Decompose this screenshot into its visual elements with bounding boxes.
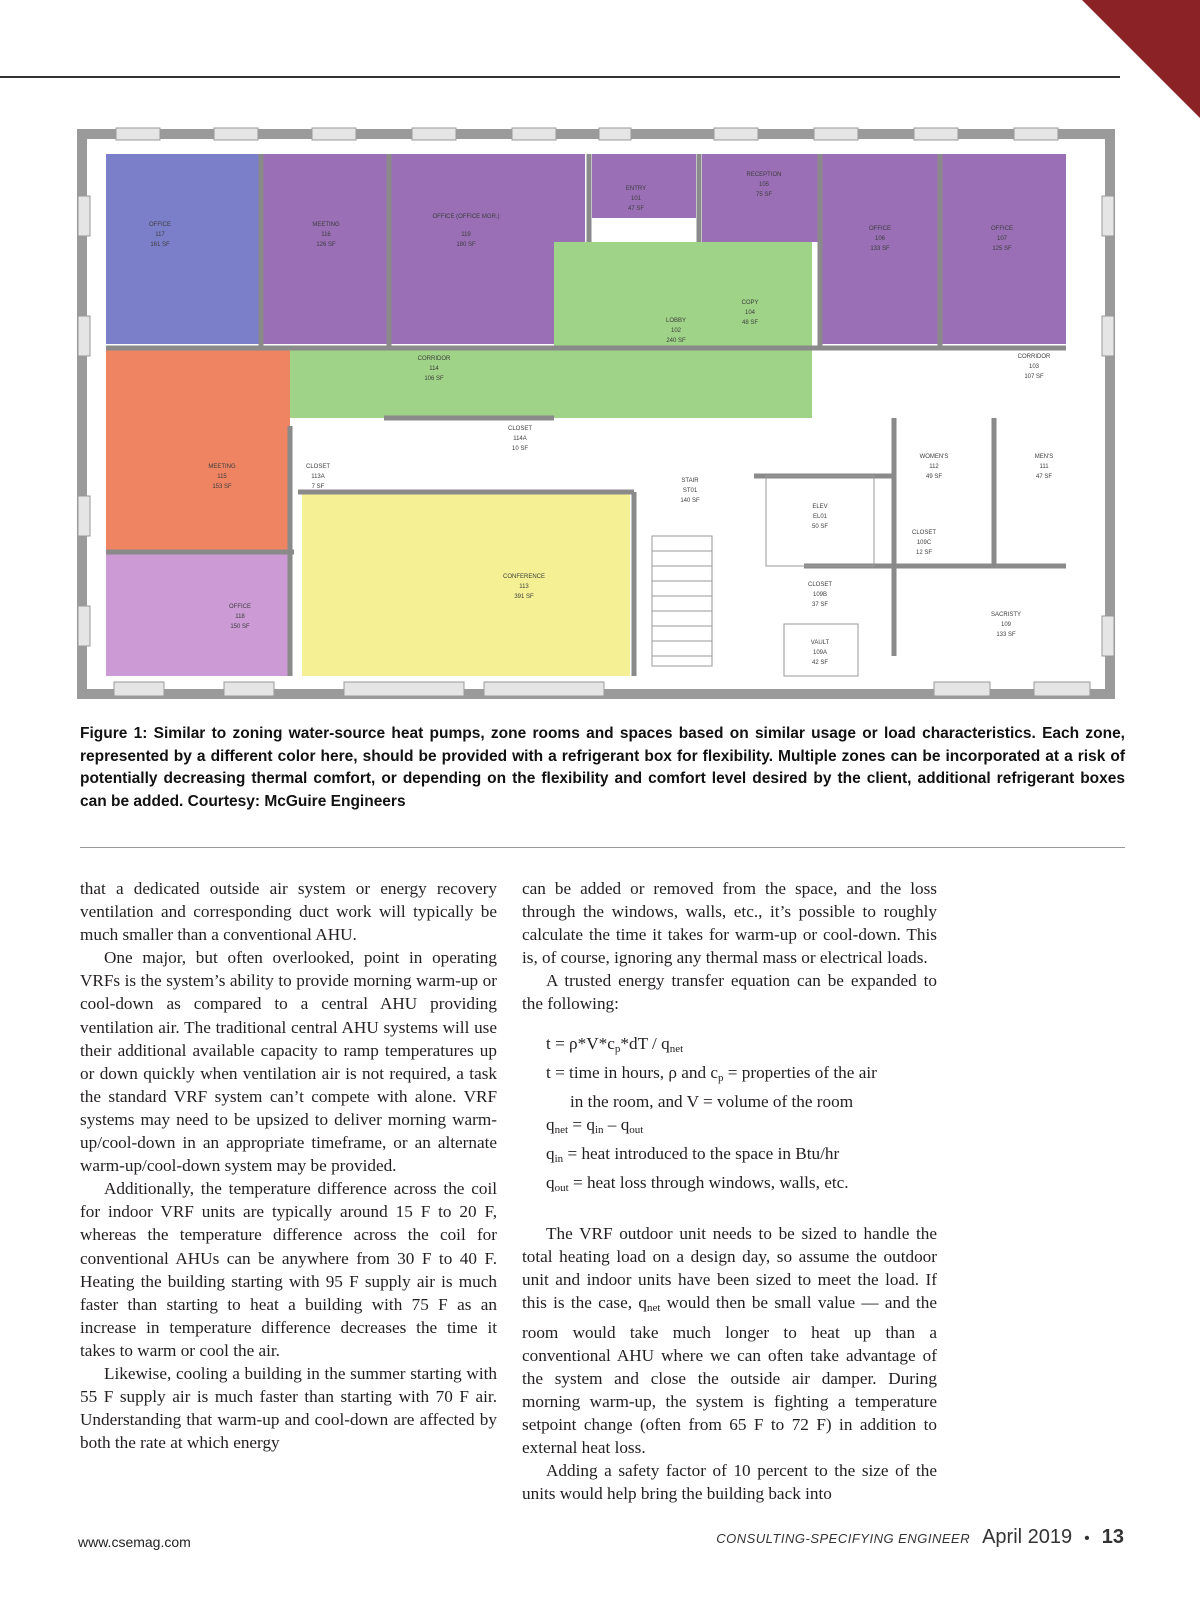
room-number: EL01 [812,514,828,520]
room-number: 116 [321,232,331,238]
zone-conference-113 [302,492,630,676]
room-label: OFFICE [991,226,1013,232]
paragraph: Adding a safety factor of 10 percent to the size of the units would help bring the building back into [522,1461,937,1504]
room-label: MEETING [312,222,340,228]
paragraph: One major, but often overlooked, point in operating VRFs is the system’s ability to provide morning warm-up or cool-down as compared to a central AHU providing ventilation air. The traditional central AHU systems will use their additional available capacity to ramp temperatures up or down quickly when ventilation air is not required, a task the standard VRF system can’t compete with alone. VRF systems may need to be upsized to deliver morning warm-up/cool-down in an appropriate timeframe, or an alternate warm-up/cool-down system may be provided. [80,948,497,1176]
room-area: 75 SF [755,192,773,198]
room-label: WOMEN'S [919,454,949,460]
bullet-separator: • [1084,1530,1090,1547]
room-label: MEETING [208,464,236,470]
room-number: 109B [812,592,828,598]
room-number: 115 [217,474,227,480]
room-number: 103 [1028,364,1040,370]
room-number: 109A [812,650,828,656]
room-label: CLOSET [305,464,331,470]
room-area: 153 SF [212,484,232,490]
room-area: 240 SF [666,338,686,344]
page-number: 13 [1101,1526,1124,1548]
room-number: 106 [874,236,886,242]
paragraph: A trusted energy transfer equation can be expanded to the following: [522,971,937,1014]
room-number: ST01 [682,488,698,494]
room-area: 10 SF [511,446,529,452]
zone-meeting-115 [106,348,290,552]
equation-line: in the room, and V = volume of the room [570,1091,854,1111]
room-area: 180 SF [456,242,476,248]
room-label: ELEV [812,504,828,510]
room-area: 42 SF [811,660,829,666]
room-area: 391 SF [514,594,534,600]
text-column-left [80,877,497,1454]
zone-meeting-116 [261,154,389,344]
figure-caption: Figure 1: Similar to zoning water-source heat pumps, zone rooms and spaces based on similar usage or load characteristics. Each zone, represented by a different color here, should be provided with a refrigerant box for flexibility. Multiple zones can be incorporated at a risk of potentially decreasing thermal comfort, or depending on the flexibility and comfort level desired by the client, additional refrigerant boxes can be added. Courtesy: McGuire Engineers [80,725,1125,810]
room-area: 47 SF [627,206,645,212]
room-number: 101 [630,196,642,202]
room-area: 48 SF [741,320,759,326]
room-label: CORRIDOR [417,356,451,362]
room-number: 117 [155,232,165,238]
issue-date: April 2019 [982,1526,1073,1548]
room-label: SACRISTY [990,612,1022,618]
room-number: 114A [513,436,527,442]
room-number: 114 [429,366,439,372]
room-number: 109 [1000,622,1012,628]
room-area: 7 SF [311,484,325,490]
room-area: 12 SF [915,550,933,556]
room-number: 119 [461,232,471,238]
room-area: 37 SF [811,602,829,608]
footer-folio [716,1526,1124,1549]
paragraph: Likewise, cooling a building in the summer starting with 55 F supply air is much faster than starting with 70 F air. Understanding that warm-up and cool-down are affected by both the rate at which energy [80,1363,497,1453]
room-area: 133 SF [996,632,1016,638]
room-label: CLOSET [911,530,937,536]
magazine-name: CONSULTING-SPECIFYING ENGINEER [716,1531,971,1546]
caption-rule [80,847,1125,848]
room-area: 106 SF [424,376,444,382]
header-rule [0,76,1120,78]
equation-line: $q_{in}$ = heat introduced to the space in Btu/hr [546,1143,840,1165]
room-label: OFFICE (OFFICE MGR.) [432,214,500,220]
room-number: 112 [929,464,939,470]
room-label: OFFICE [149,222,171,228]
floor-plan-svg [54,96,1124,716]
room-label: CORRIDOR [1017,354,1051,360]
room-label: RECEPTION [746,172,782,178]
room-number: 105 [758,182,770,188]
equation-line: $q_{out}$ = heat loss through windows, walls, etc. [546,1173,849,1195]
room-label: OFFICE [229,604,251,610]
room-label: ENTRY [625,186,647,192]
paragraph: Additionally, the temperature difference across the coil for indoor VRF units are typically around 15 F to 20 F, whereas the temperature difference across the coil for conventional AHUs can be anywhere from 30 F to 40 F. Heating the building starting with 95 F supply air is much faster than starting to heat a building with 75 F as an increase in temperature difference decreases the time it takes to warm or cool the air. [80,1179,497,1360]
zone-reception-105 [702,154,820,242]
room-area: 107 SF [1024,374,1044,380]
paragraph: can be added or removed from the space, and the loss through the windows, walls, etc., it’s possible to roughly calculate the time it takes for warm-up or cool-down. This is, of course, ignoring any thermal mass or electrical loads. [522,879,937,968]
room-label: CLOSET [507,426,533,432]
room-area: 50 SF [811,524,829,530]
equation-line: $t = \rho*V*c_p*dT / q_{net}$ [546,1033,684,1055]
room-number: 111 [1039,464,1049,470]
room-label: CONFERENCE [502,574,546,580]
equation-line: t = time in hours, ρ and $c_p$ = properties of the air [546,1062,877,1084]
room-area: 133 SF [870,246,890,252]
room-area: 161 SF [150,242,170,248]
room-label: COPY [741,300,759,306]
room-area: 125 SF [992,246,1012,252]
room-area: 49 SF [925,474,943,480]
text-column-right [522,877,937,1505]
equation-line: $q_{net} = q_{in} - q_{out}$ [546,1114,644,1136]
room-label: STAIR [681,478,699,484]
footer-url[interactable]: www.csemag.com [78,1534,191,1550]
room-label: LOBBY [665,318,687,324]
floor-plan-figure [54,96,1124,716]
room-label: VAULT [810,640,830,646]
paragraph: The VRF outdoor unit needs to be sized to handle the total heating load on a design day, so assume the outdoor unit and indoor units have been sized to meet the load. If this is the case, $q_{net}$ would then be small value — and the room would take much longer to heat up than a conventional AHU where we can often take advantage of the system and close the outside air damper. During morning warm-up, the system is fighting a temperature setpoint change (often from 65 F to 72 F) in addition to external heat loss. [522,1224,937,1457]
room-number: 107 [996,236,1008,242]
room-number: 118 [235,614,245,620]
room-area: 140 SF [680,498,700,504]
room-number: 109C [916,540,932,546]
zone-lobby-102 [554,242,812,418]
zone-office-117 [106,154,261,344]
room-label: MEN'S [1034,454,1054,460]
room-number: 102 [670,328,682,334]
room-area: 150 SF [230,624,250,630]
zone-office-118 [106,552,290,676]
room-area: 47 SF [1035,474,1053,480]
equation-block [522,1032,937,1201]
room-number: 113 [519,584,529,590]
room-area: 126 SF [316,242,336,248]
room-number: 113A [311,474,325,480]
paragraph: that a dedicated outside air system or energy recovery ventilation and corresponding duct work will typically be much smaller than a conventional AHU. [80,879,497,945]
room-number: 104 [744,310,756,316]
room-label: OFFICE [869,226,891,232]
room-label: CLOSET [807,582,833,588]
